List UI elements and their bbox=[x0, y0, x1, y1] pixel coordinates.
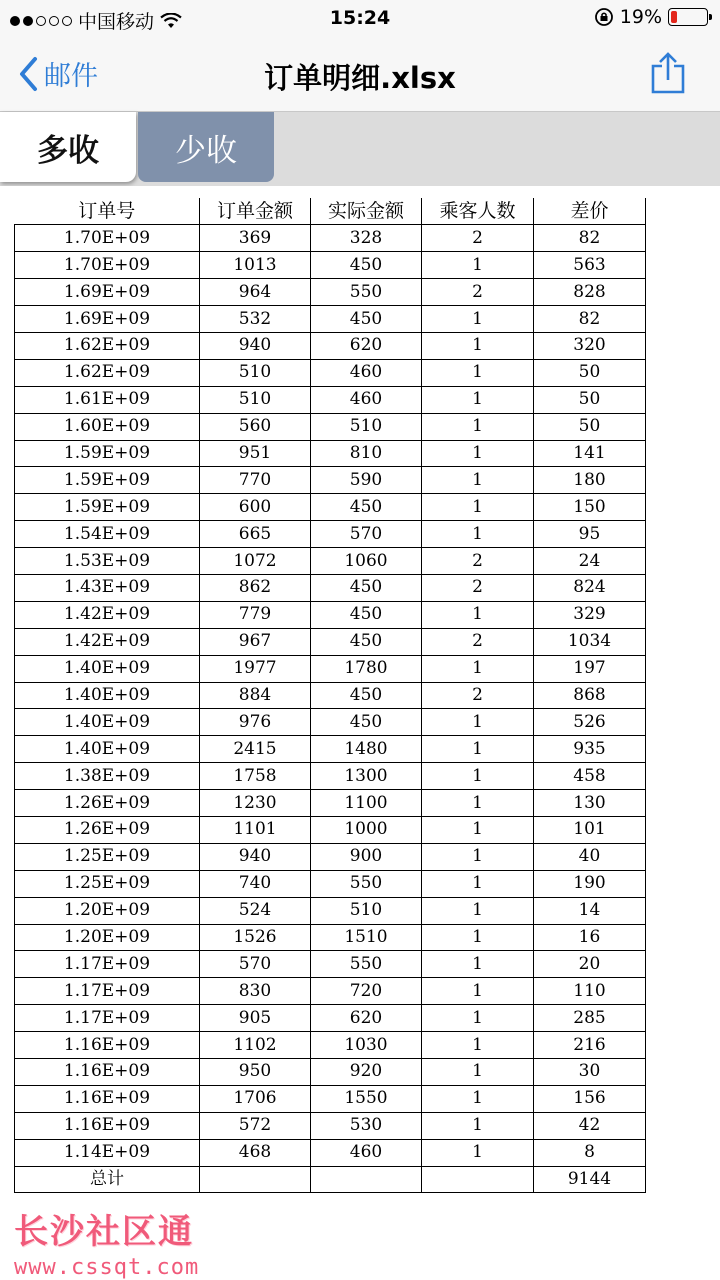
table-cell[interactable]: 1 bbox=[422, 816, 534, 843]
table-cell[interactable]: 905 bbox=[200, 1005, 311, 1032]
table-cell[interactable]: 130 bbox=[534, 790, 646, 817]
table-cell[interactable]: 450 bbox=[311, 682, 422, 709]
table-cell[interactable]: 1.62E+09 bbox=[15, 359, 200, 386]
table-cell[interactable]: 620 bbox=[311, 332, 422, 359]
table-cell[interactable]: 468 bbox=[200, 1139, 311, 1166]
table-cell[interactable]: 1.25E+09 bbox=[15, 870, 200, 897]
table-cell[interactable]: 1758 bbox=[200, 763, 311, 790]
table-cell[interactable]: 450 bbox=[311, 494, 422, 521]
total-cell[interactable] bbox=[200, 1166, 311, 1193]
table-cell[interactable]: 460 bbox=[311, 1139, 422, 1166]
table-cell[interactable]: 940 bbox=[200, 332, 311, 359]
table-cell[interactable]: 1.26E+09 bbox=[15, 816, 200, 843]
table-cell[interactable]: 830 bbox=[200, 978, 311, 1005]
table-cell[interactable]: 450 bbox=[311, 574, 422, 601]
table-cell[interactable]: 1.42E+09 bbox=[15, 628, 200, 655]
table-cell[interactable]: 1 bbox=[422, 332, 534, 359]
table-cell[interactable]: 1 bbox=[422, 843, 534, 870]
table-cell[interactable]: 1.38E+09 bbox=[15, 763, 200, 790]
table-row bbox=[15, 628, 646, 655]
tab-sheet-1[interactable]: 多收 bbox=[0, 112, 136, 182]
total-cell[interactable]: 9144 bbox=[534, 1166, 646, 1193]
orientation-lock-icon bbox=[594, 7, 614, 27]
table-cell[interactable]: 935 bbox=[534, 736, 646, 763]
share-icon[interactable] bbox=[650, 52, 686, 94]
table-row bbox=[15, 897, 646, 924]
table-cell[interactable]: 1 bbox=[422, 467, 534, 494]
table-cell[interactable]: 458 bbox=[534, 763, 646, 790]
table-body bbox=[15, 225, 646, 1193]
table-row bbox=[15, 252, 646, 279]
table-cell[interactable]: 740 bbox=[200, 870, 311, 897]
table-cell[interactable]: 1526 bbox=[200, 924, 311, 951]
table-header-row bbox=[15, 198, 646, 225]
table-cell[interactable]: 1.40E+09 bbox=[15, 655, 200, 682]
status-bar bbox=[0, 0, 720, 36]
table-cell[interactable]: 1.40E+09 bbox=[15, 736, 200, 763]
table-cell[interactable]: 156 bbox=[534, 1085, 646, 1112]
table-cell[interactable]: 1 bbox=[422, 359, 534, 386]
column-header: 乘客人数 bbox=[422, 198, 534, 225]
table-cell[interactable]: 1510 bbox=[311, 924, 422, 951]
table-cell[interactable]: 720 bbox=[311, 978, 422, 1005]
table-cell[interactable]: 770 bbox=[200, 467, 311, 494]
table-cell[interactable]: 967 bbox=[200, 628, 311, 655]
table-cell[interactable]: 1 bbox=[422, 1005, 534, 1032]
table-cell[interactable]: 150 bbox=[534, 494, 646, 521]
table-cell[interactable]: 510 bbox=[311, 413, 422, 440]
battery-percent: 19% bbox=[619, 6, 662, 28]
table-row bbox=[15, 843, 646, 870]
table-cell[interactable]: 590 bbox=[311, 467, 422, 494]
table-row bbox=[15, 440, 646, 467]
table-row bbox=[15, 736, 646, 763]
table-cell[interactable]: 2 bbox=[422, 279, 534, 306]
table-cell[interactable]: 1 bbox=[422, 521, 534, 548]
table-cell[interactable]: 450 bbox=[311, 601, 422, 628]
column-header: 差价 bbox=[534, 198, 646, 225]
table-row bbox=[15, 494, 646, 521]
total-cell[interactable] bbox=[311, 1166, 422, 1193]
table-cell[interactable]: 82 bbox=[534, 225, 646, 252]
table-cell[interactable]: 1.17E+09 bbox=[15, 978, 200, 1005]
table-cell[interactable]: 920 bbox=[311, 1059, 422, 1086]
table-row bbox=[15, 709, 646, 736]
table-cell[interactable]: 1 bbox=[422, 897, 534, 924]
table-row bbox=[15, 682, 646, 709]
table-cell[interactable]: 1 bbox=[422, 736, 534, 763]
table-cell[interactable]: 1.26E+09 bbox=[15, 790, 200, 817]
table-cell[interactable]: 369 bbox=[200, 225, 311, 252]
table-cell[interactable]: 1 bbox=[422, 655, 534, 682]
table-cell[interactable]: 1.70E+09 bbox=[15, 225, 200, 252]
table-cell[interactable]: 460 bbox=[311, 386, 422, 413]
table-cell[interactable]: 828 bbox=[534, 279, 646, 306]
table-cell[interactable]: 779 bbox=[200, 601, 311, 628]
table-cell[interactable]: 600 bbox=[200, 494, 311, 521]
table-cell[interactable]: 2 bbox=[422, 574, 534, 601]
table-cell[interactable]: 1 bbox=[422, 252, 534, 279]
table-row bbox=[15, 816, 646, 843]
table-cell[interactable]: 1550 bbox=[311, 1085, 422, 1112]
table-cell[interactable]: 1 bbox=[422, 601, 534, 628]
table-cell[interactable]: 563 bbox=[534, 252, 646, 279]
table-cell[interactable]: 526 bbox=[534, 709, 646, 736]
table-cell[interactable]: 50 bbox=[534, 386, 646, 413]
table-cell[interactable]: 1977 bbox=[200, 655, 311, 682]
table-cell[interactable]: 1 bbox=[422, 790, 534, 817]
table-cell[interactable]: 1480 bbox=[311, 736, 422, 763]
table-cell[interactable]: 1 bbox=[422, 1085, 534, 1112]
table-cell[interactable]: 1.14E+09 bbox=[15, 1139, 200, 1166]
table-cell[interactable]: 1.59E+09 bbox=[15, 467, 200, 494]
table-cell[interactable]: 141 bbox=[534, 440, 646, 467]
table-cell[interactable]: 530 bbox=[311, 1112, 422, 1139]
table-cell[interactable]: 1.40E+09 bbox=[15, 709, 200, 736]
watermark bbox=[14, 1204, 199, 1280]
table-cell[interactable]: 1.16E+09 bbox=[15, 1032, 200, 1059]
table-row bbox=[15, 978, 646, 1005]
table-cell[interactable]: 1.70E+09 bbox=[15, 252, 200, 279]
table-cell[interactable]: 862 bbox=[200, 574, 311, 601]
table-cell[interactable]: 1.59E+09 bbox=[15, 440, 200, 467]
table-row bbox=[15, 655, 646, 682]
page-title: 订单明细.xlsx bbox=[264, 61, 456, 95]
table-cell[interactable]: 8 bbox=[534, 1139, 646, 1166]
table-cell[interactable]: 1706 bbox=[200, 1085, 311, 1112]
table-cell[interactable]: 951 bbox=[200, 440, 311, 467]
table-cell[interactable]: 1000 bbox=[311, 816, 422, 843]
table-row bbox=[15, 225, 646, 252]
table-total-row bbox=[15, 1166, 646, 1193]
table-cell[interactable]: 550 bbox=[311, 279, 422, 306]
battery-icon bbox=[668, 8, 708, 26]
table-cell[interactable]: 1 bbox=[422, 924, 534, 951]
table-row bbox=[15, 924, 646, 951]
table-row bbox=[15, 413, 646, 440]
table-cell[interactable]: 1.61E+09 bbox=[15, 386, 200, 413]
battery-level bbox=[671, 11, 677, 23]
table-cell[interactable]: 1.59E+09 bbox=[15, 494, 200, 521]
table-cell[interactable]: 1013 bbox=[200, 252, 311, 279]
table-row bbox=[15, 279, 646, 306]
table-cell[interactable]: 1 bbox=[422, 413, 534, 440]
table-cell[interactable]: 24 bbox=[534, 548, 646, 575]
table-cell[interactable]: 450 bbox=[311, 252, 422, 279]
table-cell[interactable]: 1.16E+09 bbox=[15, 1059, 200, 1086]
status-time: 15:24 bbox=[329, 7, 391, 29]
table-cell[interactable]: 1.20E+09 bbox=[15, 897, 200, 924]
table-cell[interactable]: 964 bbox=[200, 279, 311, 306]
table-cell[interactable]: 560 bbox=[200, 413, 311, 440]
watermark-text: 长沙社区通 bbox=[14, 1212, 194, 1252]
table-cell[interactable]: 950 bbox=[200, 1059, 311, 1086]
table-cell[interactable]: 110 bbox=[534, 978, 646, 1005]
table-cell[interactable]: 1.17E+09 bbox=[15, 1005, 200, 1032]
table-cell[interactable]: 2 bbox=[422, 225, 534, 252]
table-cell[interactable]: 2 bbox=[422, 628, 534, 655]
table-cell[interactable]: 320 bbox=[534, 332, 646, 359]
table-cell[interactable]: 524 bbox=[200, 897, 311, 924]
table-cell[interactable]: 940 bbox=[200, 843, 311, 870]
table-cell[interactable]: 16 bbox=[534, 924, 646, 951]
table-cell[interactable]: 1 bbox=[422, 386, 534, 413]
table-cell[interactable]: 82 bbox=[534, 306, 646, 333]
column-header: 实际金额 bbox=[311, 198, 422, 225]
table-cell[interactable]: 1.69E+09 bbox=[15, 306, 200, 333]
table-cell[interactable]: 1 bbox=[422, 1139, 534, 1166]
table-row bbox=[15, 870, 646, 897]
table-cell[interactable]: 40 bbox=[534, 843, 646, 870]
table-cell[interactable]: 1.43E+09 bbox=[15, 574, 200, 601]
table-cell[interactable]: 95 bbox=[534, 521, 646, 548]
table-cell[interactable]: 197 bbox=[534, 655, 646, 682]
table-cell[interactable]: 1 bbox=[422, 440, 534, 467]
table-cell[interactable]: 620 bbox=[311, 1005, 422, 1032]
table-cell[interactable]: 216 bbox=[534, 1032, 646, 1059]
table-cell[interactable]: 450 bbox=[311, 306, 422, 333]
table-row bbox=[15, 359, 646, 386]
back-button-label: 邮件 bbox=[44, 61, 98, 92]
table-cell[interactable]: 1.40E+09 bbox=[15, 682, 200, 709]
table-cell[interactable]: 2415 bbox=[200, 736, 311, 763]
table-cell[interactable]: 550 bbox=[311, 951, 422, 978]
table-cell[interactable]: 1.62E+09 bbox=[15, 332, 200, 359]
table-row bbox=[15, 467, 646, 494]
table-cell[interactable]: 460 bbox=[311, 359, 422, 386]
status-right bbox=[594, 6, 708, 28]
table-cell[interactable]: 510 bbox=[200, 359, 311, 386]
table-cell[interactable]: 1.53E+09 bbox=[15, 548, 200, 575]
column-header: 订单金额 bbox=[200, 198, 311, 225]
table-cell[interactable]: 1.60E+09 bbox=[15, 413, 200, 440]
table-cell[interactable]: 900 bbox=[311, 843, 422, 870]
table-cell[interactable]: 868 bbox=[534, 682, 646, 709]
table-cell[interactable]: 1 bbox=[422, 978, 534, 1005]
table-cell[interactable]: 50 bbox=[534, 413, 646, 440]
table-cell[interactable]: 572 bbox=[200, 1112, 311, 1139]
table-row bbox=[15, 1059, 646, 1086]
table-cell[interactable]: 1 bbox=[422, 1112, 534, 1139]
table-cell[interactable]: 810 bbox=[311, 440, 422, 467]
table-cell[interactable]: 50 bbox=[534, 359, 646, 386]
navigation-bar bbox=[0, 36, 720, 112]
table-cell[interactable]: 1100 bbox=[311, 790, 422, 817]
table-cell[interactable]: 2 bbox=[422, 682, 534, 709]
table-cell[interactable]: 510 bbox=[200, 386, 311, 413]
table-row bbox=[15, 386, 646, 413]
table-cell[interactable]: 570 bbox=[200, 951, 311, 978]
table-cell[interactable]: 1.20E+09 bbox=[15, 924, 200, 951]
table-cell[interactable]: 1780 bbox=[311, 655, 422, 682]
table-cell[interactable]: 510 bbox=[311, 897, 422, 924]
table-row bbox=[15, 1005, 646, 1032]
table-cell[interactable]: 2 bbox=[422, 548, 534, 575]
table-cell[interactable]: 1.42E+09 bbox=[15, 601, 200, 628]
table-cell[interactable]: 824 bbox=[534, 574, 646, 601]
table-row bbox=[15, 306, 646, 333]
table-cell[interactable]: 1102 bbox=[200, 1032, 311, 1059]
total-label[interactable]: 总计 bbox=[15, 1166, 200, 1193]
table-cell[interactable]: 450 bbox=[311, 628, 422, 655]
table-cell[interactable]: 1 bbox=[422, 306, 534, 333]
order-table bbox=[14, 198, 646, 1193]
table-cell[interactable]: 20 bbox=[534, 951, 646, 978]
table-cell[interactable]: 1.69E+09 bbox=[15, 279, 200, 306]
table-row bbox=[15, 951, 646, 978]
table-row bbox=[15, 548, 646, 575]
table-cell[interactable]: 1.16E+09 bbox=[15, 1112, 200, 1139]
table-cell[interactable]: 976 bbox=[200, 709, 311, 736]
sheet-tabs bbox=[0, 112, 720, 186]
watermark-url: www.cssqt.com bbox=[14, 1255, 200, 1280]
table-row bbox=[15, 763, 646, 790]
table-row bbox=[15, 1085, 646, 1112]
table-cell[interactable]: 1.17E+09 bbox=[15, 951, 200, 978]
table-cell[interactable]: 1 bbox=[422, 763, 534, 790]
table-row bbox=[15, 601, 646, 628]
table-cell[interactable]: 1.25E+09 bbox=[15, 843, 200, 870]
table-cell[interactable]: 42 bbox=[534, 1112, 646, 1139]
table-cell[interactable]: 1034 bbox=[534, 628, 646, 655]
carrier-name: 中国移动 bbox=[78, 11, 155, 33]
table-row bbox=[15, 332, 646, 359]
total-cell[interactable] bbox=[422, 1166, 534, 1193]
table-cell[interactable]: 1 bbox=[422, 1032, 534, 1059]
table-row bbox=[15, 574, 646, 601]
spreadsheet-view[interactable] bbox=[0, 186, 720, 1280]
table-cell[interactable]: 665 bbox=[200, 521, 311, 548]
table-cell[interactable]: 30 bbox=[534, 1059, 646, 1086]
table-cell[interactable]: 1 bbox=[422, 1059, 534, 1086]
table-cell[interactable]: 1101 bbox=[200, 816, 311, 843]
table-row bbox=[15, 1112, 646, 1139]
table-row bbox=[15, 790, 646, 817]
table-cell[interactable]: 550 bbox=[311, 870, 422, 897]
table-row bbox=[15, 521, 646, 548]
table-cell[interactable]: 101 bbox=[534, 816, 646, 843]
table-cell[interactable]: 450 bbox=[311, 709, 422, 736]
table-cell[interactable]: 1 bbox=[422, 709, 534, 736]
table-cell[interactable]: 1300 bbox=[311, 763, 422, 790]
table-cell[interactable]: 884 bbox=[200, 682, 311, 709]
table-cell[interactable]: 1.16E+09 bbox=[15, 1085, 200, 1112]
table-cell[interactable]: 285 bbox=[534, 1005, 646, 1032]
table-cell[interactable]: 180 bbox=[534, 467, 646, 494]
table-cell[interactable]: 328 bbox=[311, 225, 422, 252]
table-cell[interactable]: 1 bbox=[422, 870, 534, 897]
table-cell[interactable]: 1.54E+09 bbox=[15, 521, 200, 548]
table-cell[interactable]: 14 bbox=[534, 897, 646, 924]
table-row bbox=[15, 1032, 646, 1059]
table-cell[interactable]: 1072 bbox=[200, 548, 311, 575]
table-cell[interactable]: 1230 bbox=[200, 790, 311, 817]
table-cell[interactable]: 570 bbox=[311, 521, 422, 548]
table-row bbox=[15, 1139, 646, 1166]
table-cell[interactable]: 190 bbox=[534, 870, 646, 897]
column-header: 订单号 bbox=[15, 198, 200, 225]
table-cell[interactable]: 1060 bbox=[311, 548, 422, 575]
table-cell[interactable]: 1030 bbox=[311, 1032, 422, 1059]
table-cell[interactable]: 1 bbox=[422, 494, 534, 521]
table-cell[interactable]: 329 bbox=[534, 601, 646, 628]
table-cell[interactable]: 532 bbox=[200, 306, 311, 333]
table-cell[interactable]: 1 bbox=[422, 951, 534, 978]
tab-sheet-2[interactable]: 少收 bbox=[138, 112, 274, 182]
